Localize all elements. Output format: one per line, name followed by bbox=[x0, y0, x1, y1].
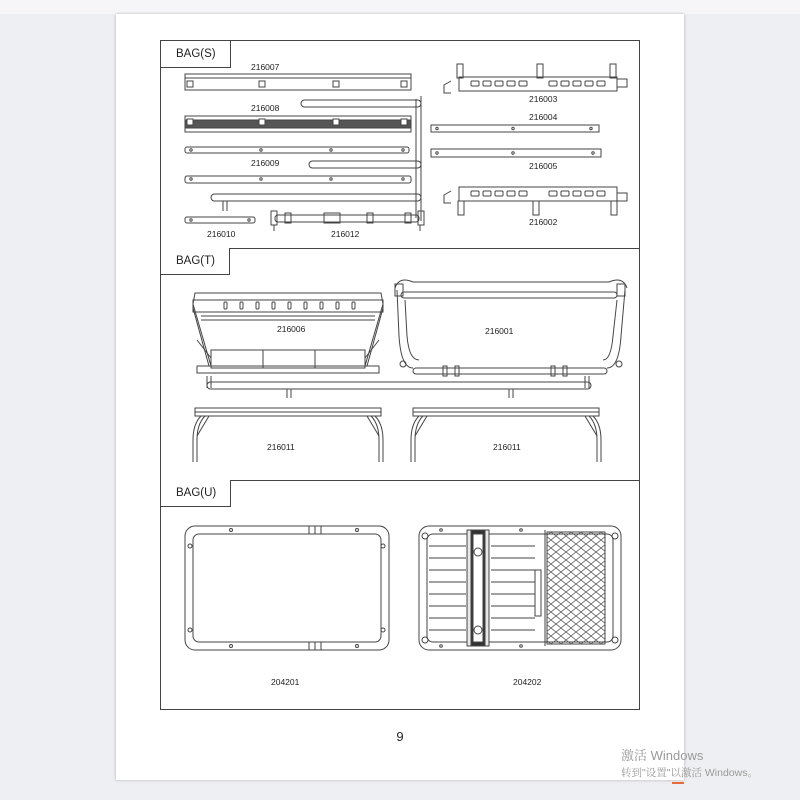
section-tab-bag-u: BAG(U) bbox=[161, 480, 231, 507]
part-216002-bracket bbox=[444, 187, 627, 215]
part-label: 216006 bbox=[277, 324, 306, 334]
part-216011-leg-frame-right bbox=[411, 408, 601, 462]
part-216011-leg-frame-left bbox=[193, 408, 383, 462]
part-216007-rail bbox=[185, 74, 411, 90]
part-label: 216011 bbox=[267, 442, 295, 452]
page-number: 9 bbox=[396, 729, 404, 744]
viewer-toolbar-strip bbox=[0, 0, 800, 14]
parts-diagram-frame bbox=[160, 40, 640, 710]
bag-t-parts-drawing bbox=[161, 248, 639, 480]
part-label: 216007 bbox=[251, 62, 280, 72]
part-204202-base bbox=[419, 526, 621, 650]
part-label: 216004 bbox=[529, 112, 558, 122]
part-204201-panel bbox=[185, 526, 389, 650]
part-label: 204202 bbox=[513, 677, 542, 687]
bag-u-parts-drawing bbox=[161, 480, 639, 709]
activate-windows-title: 激活 Windows bbox=[621, 748, 704, 763]
part-label: 216001 bbox=[485, 326, 514, 336]
activate-windows-hint: 转到"设置"以激活 Windows。 bbox=[621, 767, 758, 779]
bag-s-parts-drawing bbox=[161, 41, 639, 248]
section-bag-t bbox=[161, 248, 639, 481]
part-216008-rail bbox=[185, 116, 411, 132]
part-label: 216009 bbox=[251, 158, 280, 168]
part-label: 204201 bbox=[271, 677, 300, 687]
part-label: 216012 bbox=[331, 229, 360, 239]
scroll-indicator-mark bbox=[672, 782, 684, 784]
part-216012-tube bbox=[271, 211, 424, 231]
section-bag-u bbox=[161, 480, 639, 709]
section-tab-bag-t: BAG(T) bbox=[161, 248, 230, 275]
section-bag-s bbox=[161, 41, 639, 249]
part-label: 216002 bbox=[529, 217, 558, 227]
part-216003-bracket bbox=[444, 64, 627, 93]
part-label: 216003 bbox=[529, 94, 558, 104]
part-label: 216010 bbox=[207, 229, 236, 239]
part-label: 216011 bbox=[493, 442, 521, 452]
section-tab-bag-s: BAG(S) bbox=[161, 41, 231, 68]
part-label: 216008 bbox=[251, 103, 280, 113]
part-label: 216005 bbox=[529, 161, 558, 171]
